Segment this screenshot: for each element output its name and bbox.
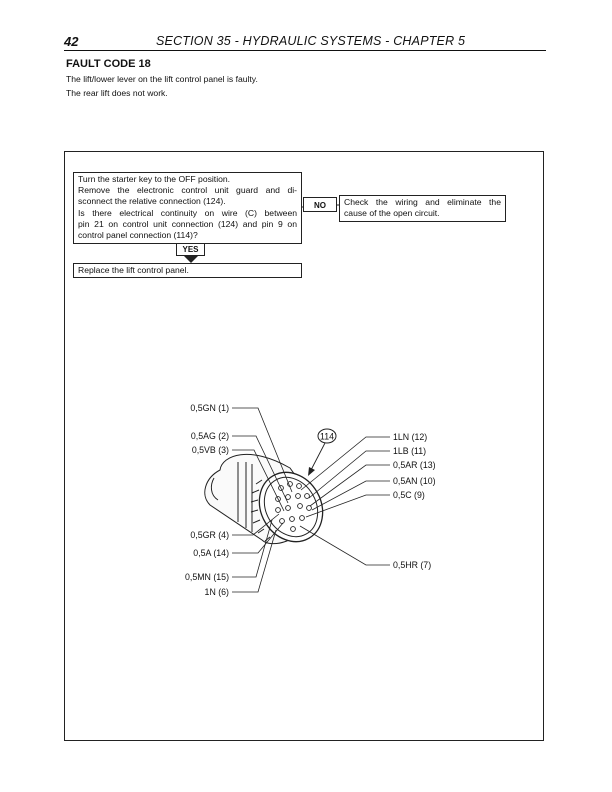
question-line: pin 21 on control unit connection (124) and pin 9 on — [78, 218, 297, 229]
no-label: NO — [314, 201, 326, 210]
wire-label-left: 0,5GR (4) — [190, 530, 229, 540]
wire-label-right: 0,5AN (10) — [393, 476, 436, 486]
question-line: Turn the starter key to the OFF position. — [78, 174, 231, 184]
wire-label-right: 1LN (12) — [393, 432, 428, 442]
no-action-line: cause of the open circuit. — [344, 208, 440, 219]
yes-action-text: Replace the lift control panel. — [78, 265, 189, 275]
wire-label-right: 0,5HR (7) — [393, 560, 432, 570]
no-action-line: Check the wiring and eliminate the — [344, 197, 501, 207]
connector-id: 114 — [319, 431, 335, 442]
wire-label-left: 1N (6) — [204, 587, 229, 597]
section-title: SECTION 35 - HYDRAULIC SYSTEMS - CHAPTER 5 — [156, 34, 466, 48]
fault-description-line: The lift/lower lever on the lift control panel is faulty. — [66, 74, 258, 84]
question-line: Is there electrical continuity on wire (C) between — [78, 207, 297, 218]
wire-label-right: 0,5AR (13) — [393, 460, 436, 470]
wire-label-left: 0,5A (14) — [193, 548, 229, 558]
wire-label-left: 0,5GN (1) — [190, 403, 229, 413]
fault-description-line: The rear lift does not work. — [66, 88, 168, 98]
wire-label-left: 0,5MN (15) — [185, 572, 229, 582]
question-line: Remove the electronic control unit guard and di- — [78, 185, 297, 196]
question-line: sconnect the relative connection (124). — [78, 196, 226, 207]
fault-code-title: FAULT CODE 18 — [66, 58, 151, 70]
wire-label-left: 0,5AG (2) — [190, 431, 229, 441]
page-number: 42 — [64, 34, 79, 49]
wire-label-right: 0,5C (9) — [393, 490, 425, 500]
question-line: control panel connection (114)? — [78, 230, 198, 241]
wire-label-left: 0,5VB (3) — [191, 445, 229, 455]
yes-label: YES — [182, 245, 199, 254]
wire-label-right: 1LB (11) — [393, 446, 427, 456]
